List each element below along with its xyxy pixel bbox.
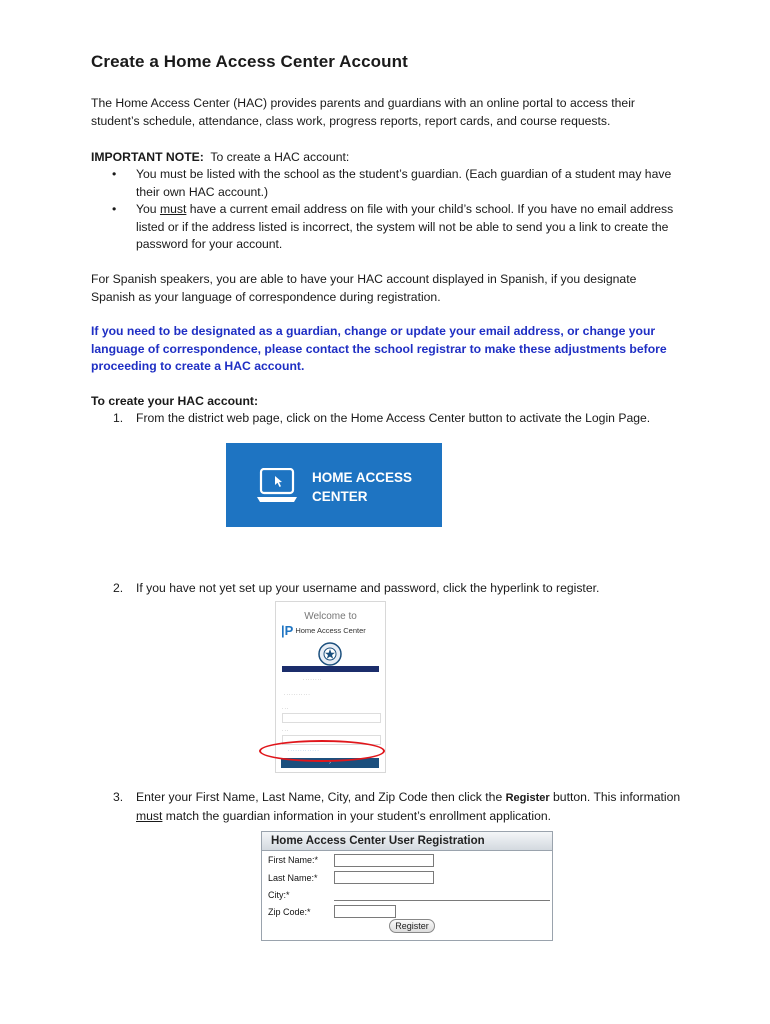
step3-text-underline: must bbox=[136, 808, 163, 823]
step3-text-post: match the guardian information in your student’s enrollment application. bbox=[162, 808, 552, 823]
registration-form bbox=[261, 831, 553, 941]
guardian-notice: If you need to be designated as a guardian, change or update your email address, or change your language of correspondence, please contact the school registrar to make these adjustments before proceeding to create a HAC account. bbox=[91, 324, 667, 373]
login-welcome: Welcome to bbox=[304, 611, 357, 622]
step3-text-mid: button. This information bbox=[549, 790, 681, 804]
sign-in-button[interactable]: › bbox=[281, 758, 379, 768]
bullet-icon: • bbox=[112, 202, 117, 216]
login-caption: · · · · · · · · bbox=[303, 677, 322, 682]
hac-button-line1: HOME ACCESS bbox=[312, 470, 413, 485]
requirements-list bbox=[91, 166, 681, 254]
register-button[interactable]: Register bbox=[389, 919, 435, 933]
bullet-text: You must be listed with the school as the student’s guardian. (Each guardian of a student may have their own HAC account.) bbox=[136, 167, 672, 199]
district-label: · · · · · · · · · · · bbox=[284, 692, 310, 697]
step-number: 3. bbox=[113, 790, 124, 804]
hac-logo-icon: |P bbox=[281, 623, 294, 638]
step-text: If you have not yet set up your username and password, click the hyperlink to register. bbox=[136, 581, 600, 595]
registration-form-header: Home Access Center User Registration bbox=[262, 832, 552, 851]
zip-code-label: Zip Code:* bbox=[268, 907, 311, 917]
bullet-text-pre: You bbox=[136, 202, 160, 216]
hac-button-line2: CENTER bbox=[312, 489, 368, 504]
step3-register-word: Register bbox=[505, 792, 550, 804]
step3-text-pre: Enter your First Name, Last Name, City, and Zip Code then click the bbox=[136, 790, 506, 804]
username-label: · · · bbox=[282, 706, 289, 711]
hac-button-label bbox=[312, 468, 412, 506]
spanish-paragraph: For Spanish speakers, you are able to have your HAC account displayed in Spanish, if you designate Spanish as your language of correspondence during registration. bbox=[91, 272, 637, 304]
register-link-highlight bbox=[259, 740, 385, 762]
bullet-text-underline: must bbox=[159, 202, 187, 216]
username-input[interactable] bbox=[282, 713, 381, 723]
step-number: 2. bbox=[113, 581, 124, 595]
city-input[interactable] bbox=[334, 888, 550, 901]
important-note-text: To create a HAC account: bbox=[210, 150, 350, 164]
steps-heading: To create your HAC account: bbox=[91, 394, 259, 408]
step-text bbox=[136, 789, 681, 825]
list-item bbox=[91, 201, 681, 254]
important-note bbox=[91, 149, 681, 167]
step-text: From the district web page, click on the Home Access Center button to activate the Login Page. bbox=[136, 411, 651, 425]
first-name-label: First Name:* bbox=[268, 855, 319, 865]
last-name-input[interactable] bbox=[334, 871, 434, 884]
page-title: Create a Home Access Center Account bbox=[91, 52, 408, 71]
first-name-input[interactable] bbox=[334, 854, 434, 867]
district-seal-icon bbox=[318, 642, 342, 666]
last-name-label: Last Name:* bbox=[268, 873, 318, 883]
important-note-label: IMPORTANT NOTE: bbox=[91, 150, 204, 164]
laptop-icon bbox=[257, 468, 297, 504]
login-brand-text: Home Access Center bbox=[295, 626, 366, 635]
bullet-text-post: have a current email address on file with your child’s school. If you have no email address listed or if the address listed is incorrect, the system will not be able to send you a link to create the password for your account. bbox=[136, 202, 674, 251]
login-brand bbox=[281, 623, 366, 638]
step-number: 1. bbox=[113, 411, 124, 425]
district-banner bbox=[282, 666, 379, 672]
city-label: City:* bbox=[268, 890, 290, 900]
bullet-icon: • bbox=[112, 167, 117, 181]
list-item bbox=[91, 166, 681, 201]
zip-code-input[interactable] bbox=[334, 905, 396, 918]
home-access-center-button[interactable] bbox=[226, 443, 442, 527]
password-label: · · · bbox=[282, 728, 289, 733]
register-link[interactable]: · · · · · · · · · · · · · bbox=[288, 748, 319, 753]
intro-paragraph: The Home Access Center (HAC) provides parents and guardians with an online portal to access their student’s schedule, attendance, class work, progress reports, report cards, and course requests. bbox=[91, 96, 635, 128]
